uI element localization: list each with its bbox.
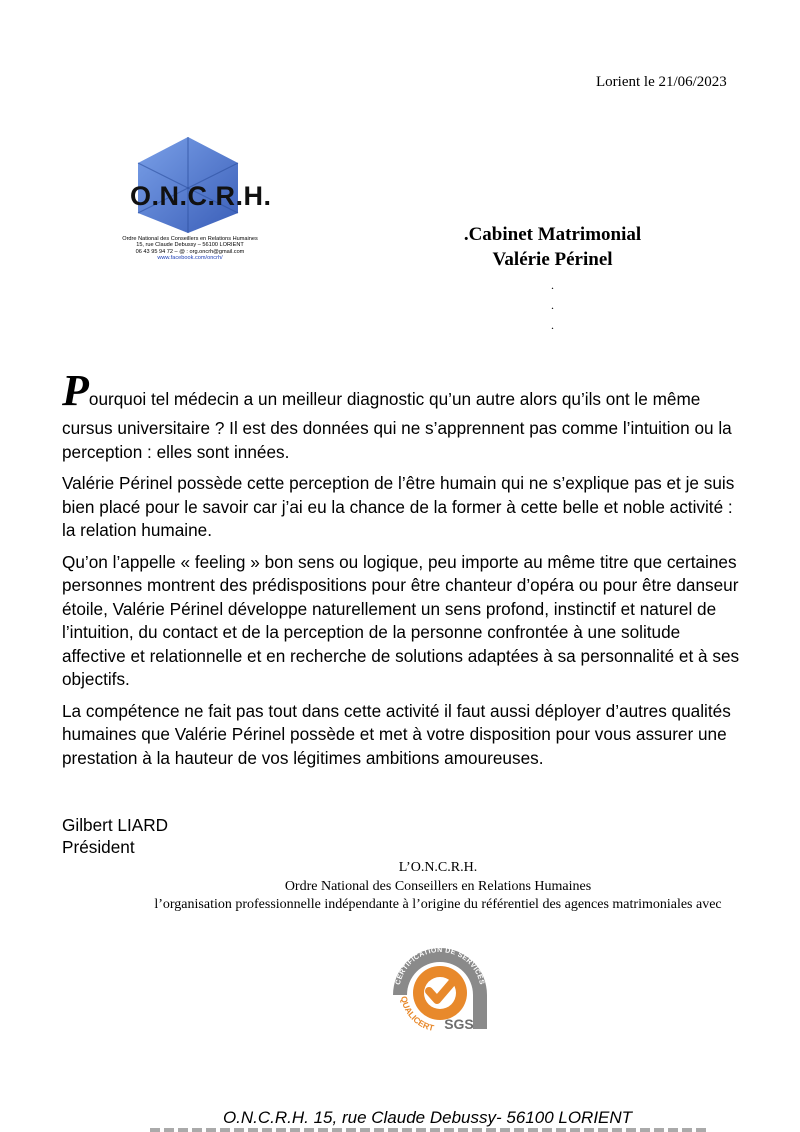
recipient-line-2: Valérie Périnel [492, 249, 613, 270]
logo-line-name: Ordre National des Conseillers en Relations Humaines [122, 236, 258, 242]
text-line: bien placé pour le savoir car j’ai eu la chance de la former à cette belle et noble activité : [62, 496, 733, 517]
logo-acronym: O.N.C.R.H. [130, 181, 272, 211]
text-line: personnes montrent des prédispositions pour être chanteur d’opéra ou pour être danseur [62, 575, 739, 595]
text-line: la relation humaine. [62, 520, 213, 540]
text-line: Qu’on l’appelle « feeling » bon sens ou logique, peu importe au même titre que certaines [62, 551, 737, 572]
certification-seal-icon [385, 935, 495, 1035]
signature-block [62, 814, 168, 858]
letter-body [62, 366, 800, 778]
logo-line-contact: 06 43 95 94 72 – @ : org.oncrh@gmail.com [135, 248, 245, 255]
letter-date: Lorient le 21/06/2023 [596, 74, 727, 90]
signatory-name: Gilbert LIARD [62, 815, 169, 835]
text-line: l’intuition, du contact et de la perception de la personne confrontée à une solitude [62, 622, 681, 642]
recipient-block [400, 222, 705, 272]
text-line: ourquoi tel médecin a un meilleur diagnostic qu’un autre alors qu’ils ont le même [88, 389, 701, 409]
text-line: perception : elles sont innées. [62, 441, 290, 462]
org-description: l’organisation professionnelle indépendante à l’origine du référentiel des agences matrimoniales avec [154, 897, 722, 912]
logo-line-address: 15, rue Claude Debussy – 56100 LORIENT [136, 242, 244, 249]
footer-cropped-line [150, 1128, 710, 1132]
org-short-name: L’O.N.C.R.H. [398, 860, 478, 875]
text-line: La compétence ne fait pas tout dans cette activité il faut aussi déployer d’autres qualités [62, 700, 731, 721]
text-line: affective et relationnelle et en recherche de solutions adaptées à sa personnalité et à ses [62, 645, 740, 666]
address-dot: . [551, 318, 554, 332]
cert-arc-left: QUALICERT [398, 995, 436, 1034]
cert-brand: SGS [444, 1016, 474, 1032]
address-dot: . [551, 278, 554, 292]
organization-block [0, 859, 800, 915]
qualicert-sgs-seal [385, 935, 495, 1035]
logo-contact-lines [110, 236, 270, 262]
text-line: objectifs. [62, 669, 130, 689]
org-full-name: Ordre National des Conseillers en Relations Humaines [284, 878, 592, 894]
text-line: Valérie Périnel possède cette perception de l’être humain qui ne s’explique pas et je suis [62, 473, 735, 493]
text-line: cursus universitaire ? Il est des données qui ne s’apprennent pas comme l’intuition ou la [62, 418, 732, 438]
footer-address: O.N.C.R.H. 15, rue Claude Debussy- 56100 LORIENT [222, 1108, 633, 1127]
drop-cap: P [62, 366, 89, 415]
first-line [62, 366, 800, 417]
oncrh-logo [110, 135, 270, 270]
paragraph-3 [62, 551, 800, 692]
recipient-line-1: .Cabinet Matrimonial [463, 224, 642, 245]
paragraph-2 [62, 472, 800, 543]
text-line: prestation à la hauteur de vos légitimes ambitions amoureuses. [62, 747, 544, 768]
signatory-title: Président [62, 837, 135, 857]
text-line: étoile, Valérie Périnel développe naturellement un sens profond, instinctif et naturel de [62, 598, 717, 619]
text-line: humaines que Valérie Périnel possède et met à votre disposition pour vous assurer une [62, 724, 727, 744]
paragraph-1 [62, 366, 800, 464]
logo-line-facebook[interactable]: www.facebook.com/oncrh/ [157, 255, 223, 262]
paragraph-4 [62, 700, 800, 771]
address-dot: . [551, 298, 554, 312]
cert-arc-top: CERTIFICATION DE SERVICES [394, 946, 486, 986]
